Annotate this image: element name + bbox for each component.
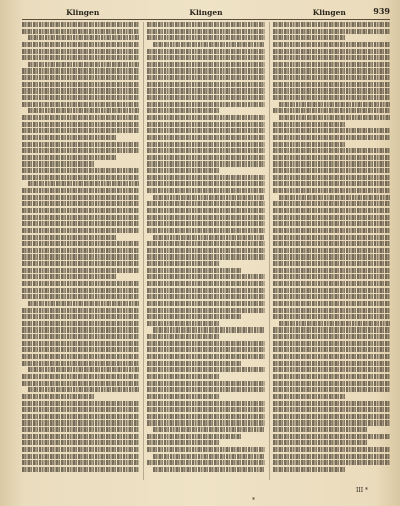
text-line <box>273 381 390 386</box>
text-line <box>273 235 390 240</box>
text-line <box>147 354 264 359</box>
text-line <box>273 241 390 246</box>
text-line <box>22 49 139 54</box>
text-line <box>147 274 264 279</box>
text-line <box>273 301 390 306</box>
text-line <box>28 181 139 186</box>
text-line <box>273 108 390 113</box>
text-line <box>22 161 95 166</box>
text-line <box>147 341 264 346</box>
text-line <box>22 288 139 293</box>
text-line <box>273 281 390 286</box>
text-line <box>273 261 390 266</box>
text-line <box>273 308 390 313</box>
text-column-right <box>269 22 390 480</box>
text-line <box>153 327 264 332</box>
text-line <box>22 188 139 193</box>
text-line <box>22 440 139 445</box>
text-line <box>22 414 139 419</box>
signature-mark: III * <box>355 487 368 494</box>
text-line <box>273 175 390 180</box>
text-line <box>273 341 390 346</box>
text-line <box>22 122 139 127</box>
text-line <box>147 440 220 445</box>
text-line <box>28 62 139 67</box>
text-line <box>147 254 264 259</box>
text-line <box>147 161 264 166</box>
text-line <box>273 374 390 379</box>
text-line <box>147 334 220 339</box>
text-line <box>147 62 264 67</box>
text-line <box>28 387 139 392</box>
text-line <box>273 135 390 140</box>
text-line <box>273 188 390 193</box>
text-line <box>273 274 390 279</box>
text-line <box>22 254 139 259</box>
text-line <box>22 354 139 359</box>
text-line <box>22 361 139 366</box>
text-line <box>273 434 390 439</box>
text-line <box>22 281 139 286</box>
header-middle-title: Klingen <box>189 8 223 17</box>
text-line <box>147 35 264 40</box>
text-line <box>273 440 367 445</box>
text-columns <box>22 22 390 480</box>
text-line <box>273 314 390 319</box>
text-line <box>273 142 346 147</box>
text-line <box>273 467 346 472</box>
text-line <box>273 447 390 452</box>
text-line <box>22 347 139 352</box>
text-line <box>153 42 264 47</box>
text-line <box>147 75 264 80</box>
text-line <box>273 82 390 87</box>
text-line <box>22 208 139 213</box>
text-line <box>22 467 139 472</box>
text-line <box>273 122 346 127</box>
header-right-title: Klingen <box>312 8 346 17</box>
text-line <box>22 407 139 412</box>
header-rule <box>22 19 390 20</box>
text-line <box>147 29 264 34</box>
text-line <box>147 175 264 180</box>
text-line <box>22 115 139 120</box>
text-line <box>22 215 139 220</box>
text-line <box>22 228 139 233</box>
text-line <box>147 168 220 173</box>
text-line <box>147 122 264 127</box>
text-line <box>147 387 264 392</box>
text-line <box>273 248 390 253</box>
text-line <box>147 241 264 246</box>
text-line <box>273 62 390 67</box>
text-line <box>22 394 95 399</box>
text-line <box>22 321 139 326</box>
page-number: 939 <box>373 6 390 16</box>
text-line <box>153 427 264 432</box>
text-line <box>22 168 139 173</box>
text-line <box>147 128 264 133</box>
text-line <box>147 82 264 87</box>
text-line <box>147 49 264 54</box>
header-left-title: Klingen <box>66 8 100 17</box>
text-line <box>22 82 139 87</box>
text-line <box>147 347 264 352</box>
text-line <box>22 55 139 60</box>
text-line <box>273 181 390 186</box>
text-line <box>22 308 139 313</box>
text-line <box>22 341 139 346</box>
text-line <box>22 155 116 160</box>
text-line <box>28 108 139 113</box>
text-line <box>273 327 390 332</box>
text-line <box>273 161 390 166</box>
text-line <box>22 327 139 332</box>
text-line <box>22 95 139 100</box>
text-line <box>147 22 264 27</box>
text-line <box>147 268 241 273</box>
text-line <box>153 454 264 459</box>
text-line <box>22 148 139 153</box>
text-line <box>22 102 139 107</box>
text-line <box>273 201 390 206</box>
text-line <box>22 334 139 339</box>
text-line <box>273 420 390 425</box>
text-line <box>22 128 139 133</box>
text-line <box>28 367 139 372</box>
text-line <box>273 254 390 259</box>
text-line <box>273 221 390 226</box>
text-line <box>273 268 390 273</box>
text-line <box>147 215 264 220</box>
text-line <box>147 394 220 399</box>
text-line <box>22 401 139 406</box>
text-line <box>273 128 390 133</box>
text-line <box>22 195 139 200</box>
text-line <box>273 367 390 372</box>
text-line <box>273 228 390 233</box>
text-column-left <box>22 22 139 480</box>
text-line <box>147 68 264 73</box>
text-line <box>273 155 390 160</box>
text-line <box>147 308 264 313</box>
text-line <box>147 381 264 386</box>
text-line <box>273 387 390 392</box>
text-line <box>273 68 390 73</box>
text-line <box>28 301 139 306</box>
text-line <box>273 55 390 60</box>
text-line <box>22 175 139 180</box>
text-line <box>22 261 139 266</box>
text-line <box>147 181 264 186</box>
text-line <box>22 201 139 206</box>
text-line <box>22 135 116 140</box>
text-line <box>22 314 139 319</box>
text-line <box>147 95 264 100</box>
text-line <box>22 68 139 73</box>
text-line <box>147 135 264 140</box>
text-line <box>22 235 116 240</box>
text-line <box>22 381 139 386</box>
text-line <box>273 334 390 339</box>
text-line <box>273 347 390 352</box>
text-line <box>147 155 264 160</box>
text-column-middle <box>143 22 264 480</box>
text-line <box>273 454 390 459</box>
text-line <box>22 142 139 147</box>
text-line <box>147 294 264 299</box>
text-line <box>147 55 264 60</box>
text-line <box>147 420 264 425</box>
text-line <box>147 361 241 366</box>
text-line <box>147 288 264 293</box>
text-line <box>273 35 346 40</box>
text-line <box>279 115 390 120</box>
text-line <box>273 29 390 34</box>
text-line <box>147 228 264 233</box>
text-line <box>147 248 264 253</box>
text-line <box>147 414 264 419</box>
text-line <box>273 215 390 220</box>
text-line <box>22 248 139 253</box>
text-line <box>22 460 139 465</box>
text-line <box>147 374 220 379</box>
text-line <box>147 102 264 107</box>
text-line <box>147 321 220 326</box>
text-line <box>22 420 139 425</box>
text-line <box>273 95 390 100</box>
text-line <box>22 241 139 246</box>
text-line <box>147 401 264 406</box>
text-line <box>147 447 264 452</box>
text-line <box>273 168 390 173</box>
text-line <box>273 22 390 27</box>
text-line <box>22 274 116 279</box>
text-line <box>22 268 139 273</box>
text-line <box>273 401 390 406</box>
text-line <box>153 195 264 200</box>
text-line <box>273 208 390 213</box>
text-line <box>147 281 264 286</box>
text-line <box>22 29 139 34</box>
text-line <box>22 454 139 459</box>
text-line <box>22 427 139 432</box>
text-line <box>147 148 264 153</box>
text-line <box>22 88 139 93</box>
text-line <box>147 188 264 193</box>
text-line <box>147 261 220 266</box>
text-line <box>273 148 390 153</box>
text-line <box>22 75 139 80</box>
text-line <box>273 75 390 80</box>
text-line <box>22 42 139 47</box>
text-line <box>147 208 264 213</box>
text-line <box>273 394 346 399</box>
text-line <box>22 294 139 299</box>
text-line <box>273 42 390 47</box>
text-line <box>147 115 264 120</box>
text-line <box>147 407 264 412</box>
text-line <box>279 102 390 107</box>
text-line <box>28 35 139 40</box>
text-line <box>273 427 367 432</box>
text-line <box>273 460 390 465</box>
bottom-mark: * <box>252 497 255 504</box>
text-line <box>273 407 390 412</box>
text-line <box>273 414 390 419</box>
text-line <box>147 434 241 439</box>
text-line <box>279 321 390 326</box>
text-line <box>279 195 390 200</box>
page-header <box>22 6 390 19</box>
text-line <box>273 354 390 359</box>
text-line <box>273 288 390 293</box>
text-line <box>22 22 139 27</box>
text-line <box>147 221 264 226</box>
text-line <box>147 460 264 465</box>
text-line <box>153 467 264 472</box>
text-line <box>147 314 241 319</box>
text-line <box>147 367 264 372</box>
text-line <box>147 108 220 113</box>
text-line <box>147 201 264 206</box>
text-line <box>22 447 139 452</box>
text-line <box>147 301 264 306</box>
text-line <box>22 434 139 439</box>
text-line <box>153 235 264 240</box>
text-line <box>273 361 390 366</box>
text-line <box>273 294 390 299</box>
text-line <box>147 88 264 93</box>
text-line <box>22 374 139 379</box>
text-line <box>273 49 390 54</box>
text-line <box>22 221 139 226</box>
text-line <box>273 88 390 93</box>
text-line <box>147 142 264 147</box>
